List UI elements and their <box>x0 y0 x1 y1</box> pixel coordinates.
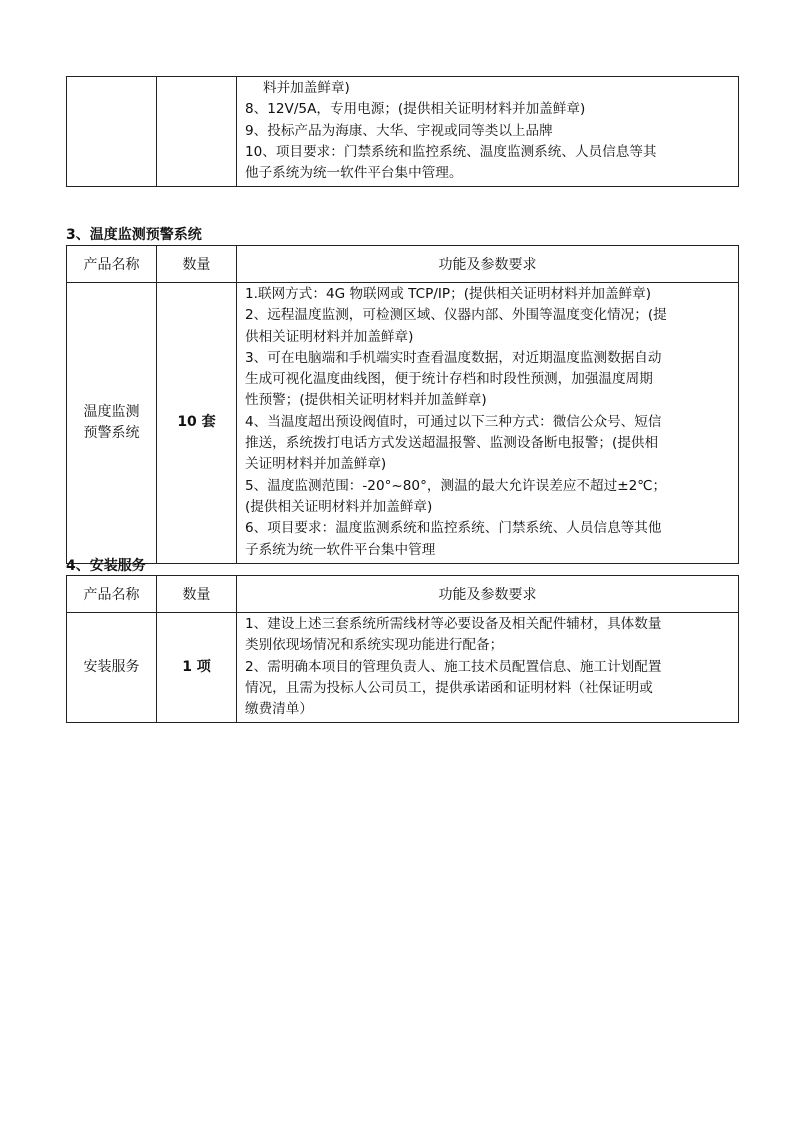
section-4-title: 4、安装服务 <box>66 558 146 574</box>
quantity-cell: 10 套 <box>157 283 237 564</box>
requirement-line: 3、可在电脑端和手机端实时查看温度数据，对近期温度监测数据自动 <box>245 349 662 366</box>
requirement-line: 5、温度监测范围：-20°~80°，测温的最大允许误差应不超过±2℃； <box>245 477 667 494</box>
quantity-cell: 1 项 <box>157 613 237 723</box>
table-header-row <box>67 576 739 613</box>
requirement-line: 关证明材料并加盖鲜章) <box>245 456 387 473</box>
header-quantity: 数量 <box>157 576 237 613</box>
requirements-cell <box>237 77 739 187</box>
product-name-cell: 安装服务 <box>67 613 157 723</box>
requirement-line: 1.联网方式：4G 物联网或 TCP/IP；(提供相关证明材料并加盖鲜章) <box>245 286 652 302</box>
product-name-line: 温度监测 <box>83 403 140 420</box>
requirement-line: (提供相关证明材料并加盖鲜章) <box>245 498 433 515</box>
product-name-cell <box>67 283 157 564</box>
temperature-system-table <box>66 245 739 564</box>
table-header-row <box>67 246 739 283</box>
requirement-line: 4、当温度超出预设阀值时，可通过以下三种方式：微信公众号、短信 <box>245 413 662 430</box>
header-requirements: 功能及参数要求 <box>237 246 739 283</box>
requirement-line: 子系统为统一软件平台集中管理 <box>245 541 436 558</box>
requirement-line: 类别依现场情况和系统实现功能进行配备； <box>245 637 504 654</box>
section-3-title: 3、温度监测预警系统 <box>66 227 202 243</box>
product-name-line: 预警系统 <box>83 424 140 441</box>
table-row <box>67 613 739 723</box>
continuation-table <box>66 76 739 187</box>
product-name-cell <box>67 77 157 187</box>
header-quantity: 数量 <box>157 246 237 283</box>
requirement-line: 2、需明确本项目的管理负责人、施工技术员配置信息、施工计划配置 <box>245 658 662 675</box>
header-product-name: 产品名称 <box>67 576 157 613</box>
requirement-line: 10、项目要求：门禁系统和监控系统、温度监测系统、人员信息等其 <box>245 143 657 160</box>
requirement-line: 8、12V/5A，专用电源；(提供相关证明材料并加盖鲜章) <box>245 101 586 118</box>
requirement-line: 生成可视化温度曲线图，便于统计存档和时段性预测，加强温度周期 <box>245 371 653 388</box>
requirement-line: 缴费清单） <box>245 701 313 718</box>
table-row <box>67 283 739 564</box>
requirement-line: 1、建设上述三套系统所需线材等必要设备及相关配件辅材，具体数量 <box>245 616 662 632</box>
requirement-line: 情况，且需为投标人公司员工，提供承诺函和证明材料（社保证明或 <box>245 679 653 696</box>
quantity-cell <box>157 77 237 187</box>
header-requirements: 功能及参数要求 <box>237 576 739 613</box>
requirements-cell <box>237 283 739 564</box>
header-product-name: 产品名称 <box>67 246 157 283</box>
installation-service-table <box>66 575 739 723</box>
requirement-line: 6、项目要求：温度监测系统和监控系统、门禁系统、人员信息等其他 <box>245 520 662 537</box>
requirement-line: 他子系统为统一软件平台集中管理。 <box>245 165 463 182</box>
requirement-line: 性预警；(提供相关证明材料并加盖鲜章) <box>245 392 487 409</box>
requirement-line: 料并加盖鲜章) <box>263 80 350 96</box>
requirements-cell <box>237 613 739 723</box>
requirement-line: 供相关证明材料并加盖鲜章) <box>245 328 414 345</box>
table-row <box>67 77 739 187</box>
requirement-line: 推送，系统拨打电话方式发送超温报警、监测设备断电报警；(提供相 <box>245 435 659 452</box>
requirement-line: 2、远程温度监测，可检测区域、仪器内部、外围等温度变化情况；(提 <box>245 307 667 324</box>
requirement-line: 9、投标产品为海康、大华、宇视或同等类以上品牌 <box>245 122 553 139</box>
